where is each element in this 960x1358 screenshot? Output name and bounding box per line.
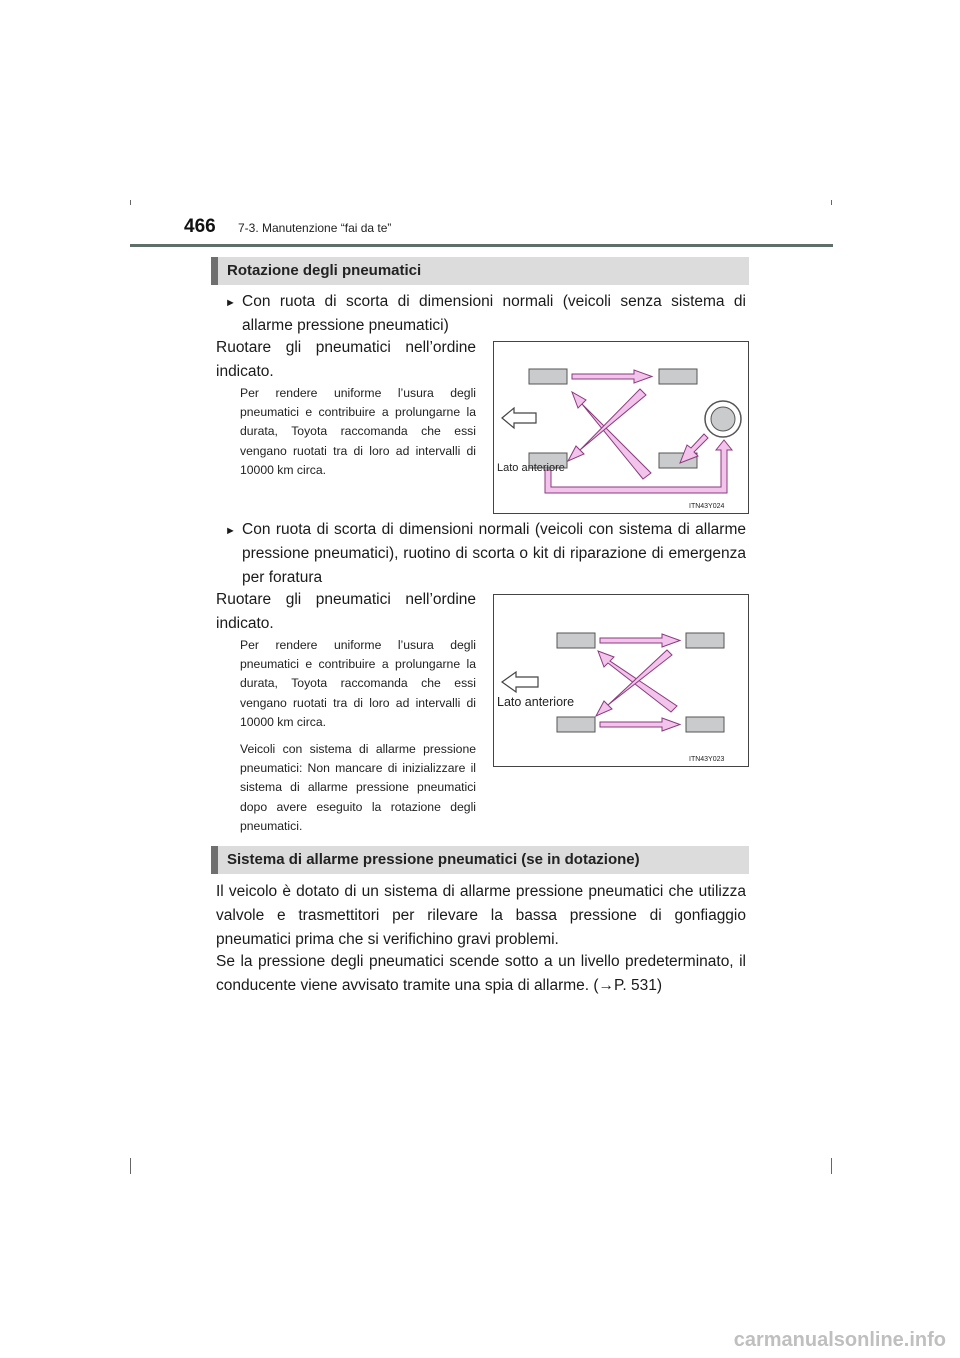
rotation-arrow-top [572, 370, 652, 383]
tire-front-right [557, 717, 595, 732]
tire-front-left [557, 633, 595, 648]
note-text-2: Per rendere uniforme l’usura degli pneumatici e contribuire a prolungarne la durata, Toyota raccomanda che essi vengano ruotati tra di loro ad intervalli di 10000 km circa. [240, 638, 476, 729]
bullet-case-1-text: Con ruota di scorta di dimensioni normali (veicoli senza sistema di allarme pressione pneumatici) [242, 293, 746, 334]
note-text-3: Veicoli con sistema di allarme pressione pneumatici: Non mancare di inizializzare il sistema di allarme pressione pneumatici dopo avere eseguito la rotazione degli pneumatici. [240, 742, 476, 833]
tpws-paragraph-1: Il veicolo è dotato di un sistema di allarme pressione pneumatici che utilizza valvole e trasmettitori per rilevare la bassa pressione di gonfiaggio pneumatici prima che si verifichino gravi problemi. [216, 883, 746, 948]
rotation-diagram-1 [494, 342, 748, 513]
rotation-arrow-bottom [600, 718, 680, 731]
page-number: 466 [184, 216, 216, 237]
section-title: 7-3. Manutenzione “fai da te” [238, 221, 392, 235]
bullet-case-1 [225, 290, 746, 338]
tire-rotation-figure-1 [493, 341, 749, 514]
crop-mark [831, 1158, 832, 1174]
section-heading-rotation: Rotazione degli pneumatici [211, 257, 749, 285]
bullet-case-2-text: Con ruota di scorta di dimensioni normali (veicoli con sistema di allarme pressione pneumatici), ruotino di scorta o kit di riparazione di emergenza per foratura [242, 521, 746, 586]
tire-rotation-figure-2 [493, 594, 749, 767]
tire-rear-left [686, 633, 724, 648]
tpws-paragraph-2: Se la pressione degli pneumatici scende sotto a un livello predeterminato, il conducente viene avvisato tramite una spia di allarme. (→P. 531) [216, 953, 746, 994]
watermark: carmanualsonline.info [733, 1329, 946, 1351]
figure-code: ITN43Y023 [689, 756, 725, 763]
tire-rear-right [686, 717, 724, 732]
tire-rear-left [659, 369, 697, 384]
rotation-arrow-diagonal-up [572, 392, 651, 479]
bullet-triangle-icon: ► [225, 297, 236, 309]
bullet-case-2 [225, 518, 746, 590]
section-heading-tpws: Sistema di allarme pressione pneumatici (se in dotazione) [211, 846, 749, 874]
crop-mark [831, 200, 832, 205]
figure-code: ITN43Y024 [689, 503, 725, 510]
rotation-diagram-2 [494, 595, 748, 766]
lead-text-1: Ruotare gli pneumatici nell’ordine indicato. [216, 339, 476, 380]
tire-front-left [529, 369, 567, 384]
front-label: Lato anteriore [497, 695, 575, 709]
spare-wheel-inner [711, 407, 735, 431]
front-direction-arrow-icon [502, 672, 538, 692]
bullet-triangle-icon: ► [225, 525, 236, 537]
front-label: Lato anteriore [497, 462, 565, 474]
lead-text-2: Ruotare gli pneumatici nell’ordine indicato. [216, 591, 476, 632]
note-text-1: Per rendere uniforme l’usura degli pneumatici e contribuire a prolungarne la durata, Toyota raccomanda che essi vengano ruotati tra di loro ad intervalli di 10000 km circa. [240, 386, 476, 477]
rotation-arrow-top [600, 634, 680, 647]
front-direction-arrow-icon [502, 408, 536, 428]
crop-mark [130, 1158, 131, 1174]
crop-mark [130, 200, 131, 205]
header-rule [130, 244, 833, 247]
